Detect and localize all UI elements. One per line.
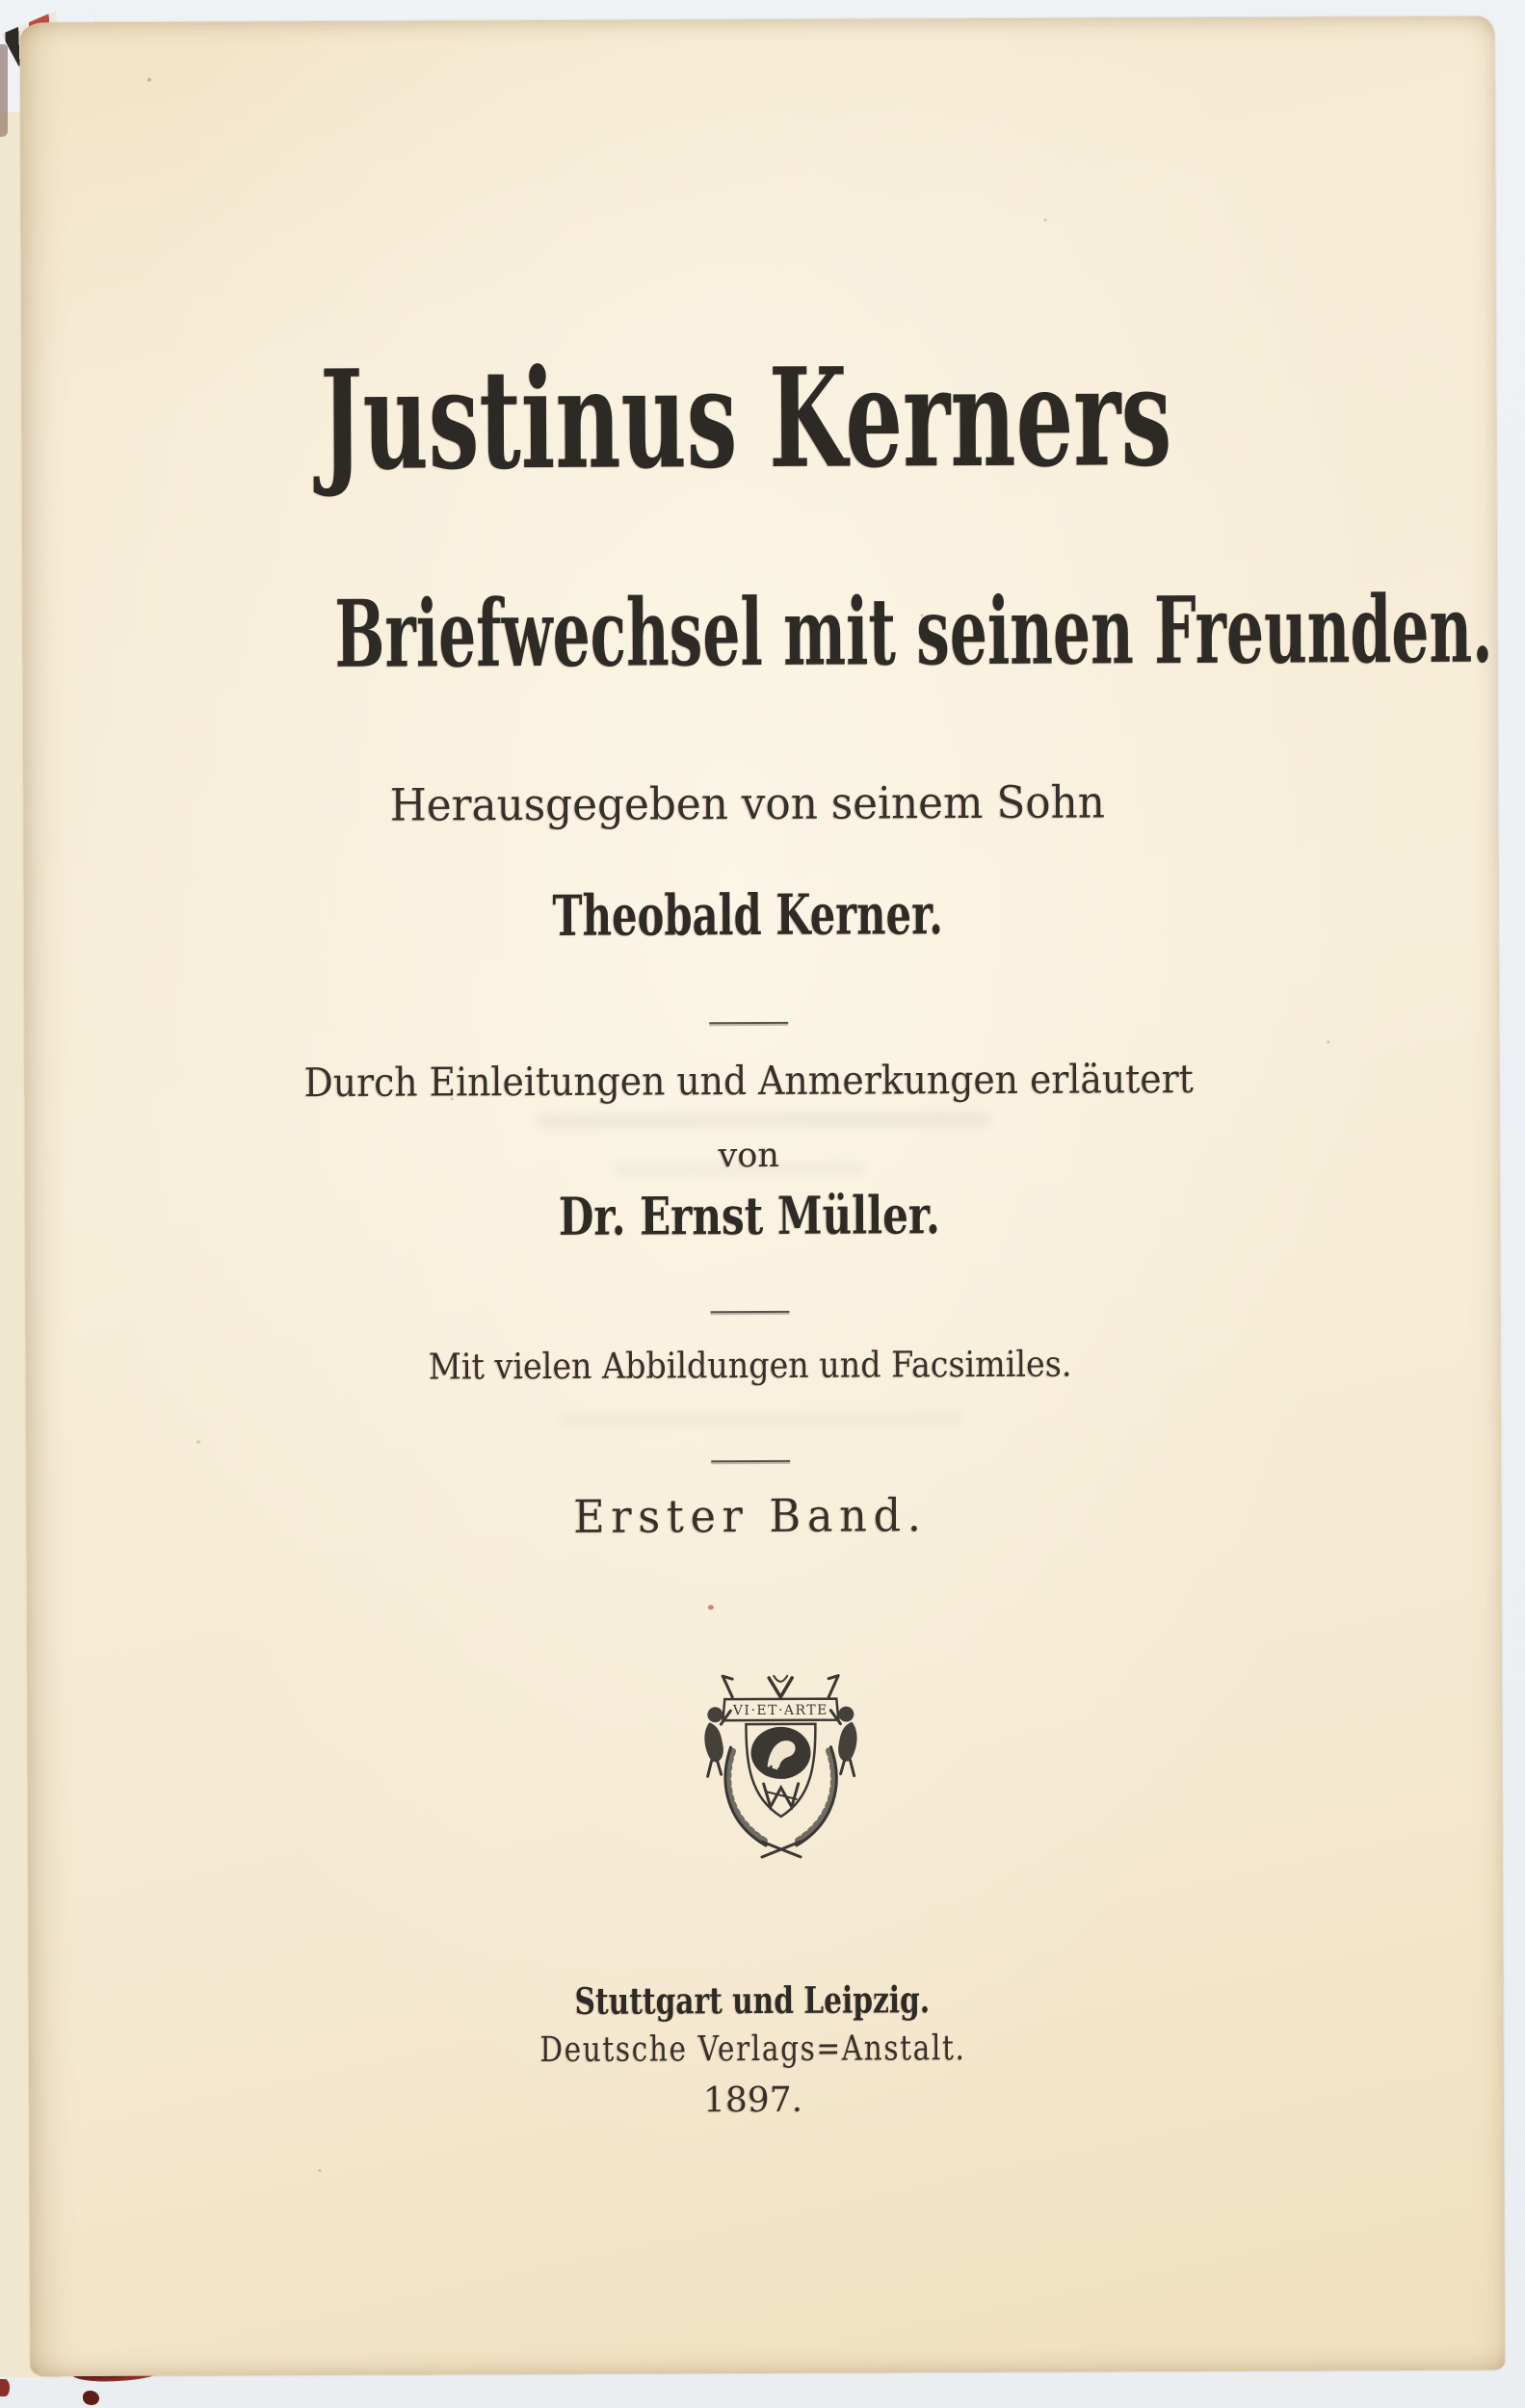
annotation-von: von [718, 1136, 780, 1176]
editor-byline: Herausgegeben von seinem Sohn [389, 775, 1105, 831]
divider-rule-1 [11, 1007, 1486, 1032]
printer-device-emblem [13, 1669, 1489, 1872]
printer-device-icon [697, 1672, 864, 1866]
divider-rule-3 [13, 1445, 1487, 1470]
title-page [20, 16, 1506, 2377]
marble-spot [0, 2379, 10, 2396]
annotator-name: Dr. Ernst Müller. [558, 1184, 940, 1247]
annotation-line: Durch Einleitungen und Anmerkungen erläutert [303, 1056, 1194, 1107]
marble-spot [83, 2391, 99, 2405]
book-title-line1: Justinus Kerners [319, 337, 1172, 501]
volume-line: Erster Band. [573, 1489, 928, 1544]
imprint-city: Stuttgart und Leipzig. [574, 1977, 931, 2023]
divider-rule-2 [12, 1296, 1486, 1321]
illustrations-line: Mit vielen Abbildungen und Facsimiles. [428, 1343, 1072, 1388]
imprint-year: 1897. [702, 2080, 803, 2121]
emblem-motto: VI·ET·ARTE [732, 1702, 828, 1719]
editor-name: Theobald Kerner. [552, 881, 944, 949]
book-title-line2: Briefwechsel mit seinen Freunden. [334, 574, 1493, 689]
imprint-publisher: Deutsche Verlags=Anstalt. [539, 2028, 966, 2071]
title-page-content [7, 16, 1492, 2377]
